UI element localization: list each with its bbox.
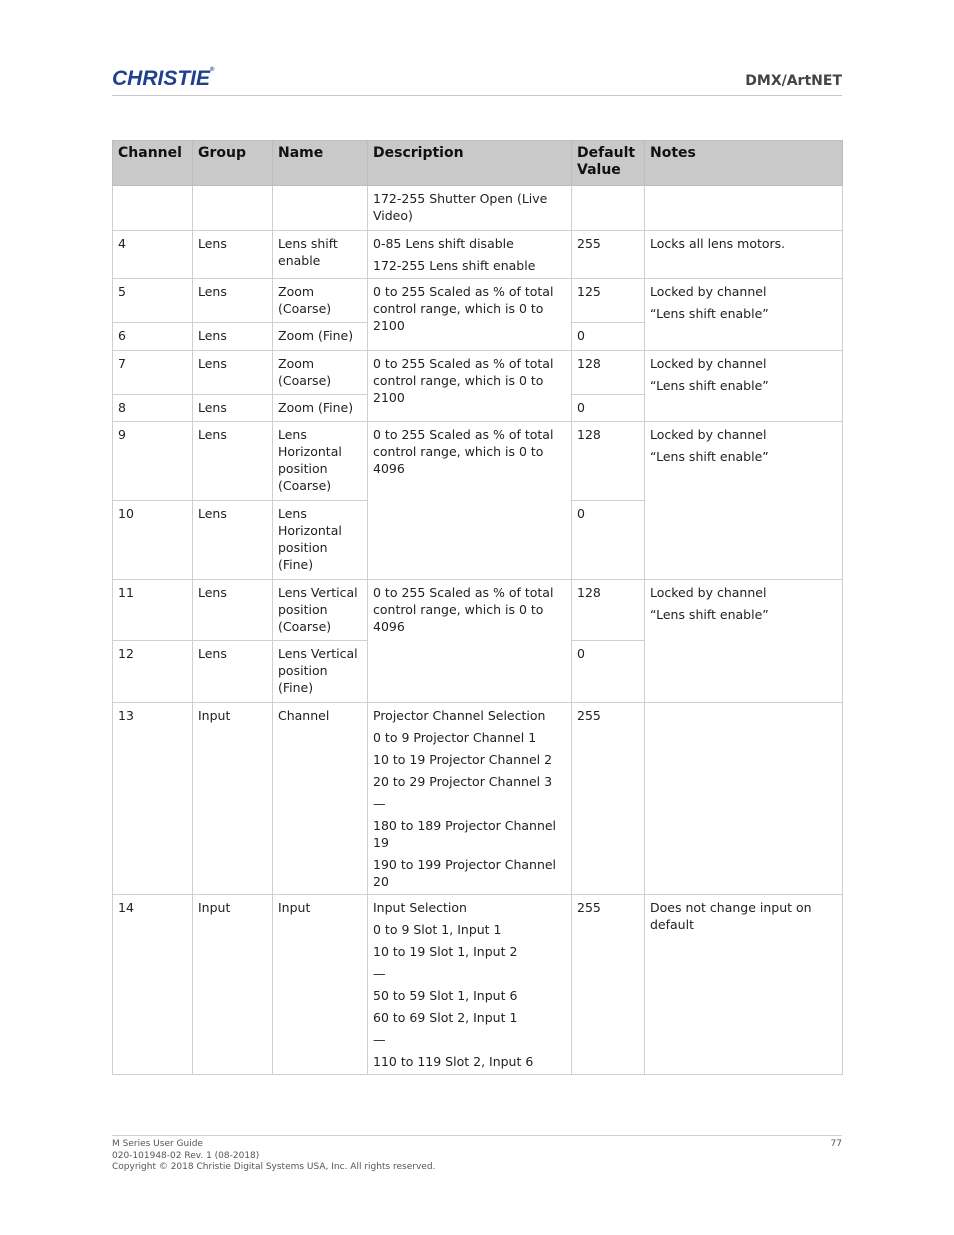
group-cell bbox=[193, 186, 273, 231]
channel-cell: 10 bbox=[113, 501, 193, 580]
col-header-group: Group bbox=[193, 141, 273, 186]
description-cell bbox=[368, 351, 572, 422]
description-cell bbox=[368, 703, 572, 895]
default-value-cell: 255 bbox=[572, 895, 645, 1075]
table-row bbox=[113, 422, 843, 501]
col-header-default-value: Default Value bbox=[572, 141, 645, 186]
table-row bbox=[113, 279, 843, 323]
notes-cell-line: Does not change input on default bbox=[650, 900, 812, 932]
notes-cell bbox=[645, 422, 843, 580]
notes-cell-line: “Lens shift enable” bbox=[650, 449, 769, 464]
description-cell-line: 172-255 Shutter Open (Live Video) bbox=[373, 191, 548, 223]
notes-cell-line: Locked by channel bbox=[650, 356, 767, 371]
christie-logo: CHRISTIE® bbox=[112, 67, 215, 90]
col-header-description: Description bbox=[368, 141, 572, 186]
default-value-cell: 128 bbox=[572, 351, 645, 395]
notes-cell-line: Locks all lens motors. bbox=[650, 236, 786, 251]
description-cell-line: — bbox=[373, 966, 386, 981]
description-cell-line: Projector Channel Selection bbox=[373, 708, 546, 723]
table-row bbox=[113, 703, 843, 895]
group-cell: Input bbox=[193, 703, 273, 895]
footer-guide-title: M Series User Guide bbox=[112, 1139, 203, 1149]
notes-cell-line: “Lens shift enable” bbox=[650, 378, 769, 393]
group-cell: Lens bbox=[193, 641, 273, 703]
notes-cell bbox=[645, 231, 843, 279]
description-cell-line: 50 to 59 Slot 1, Input 6 bbox=[373, 988, 518, 1003]
notes-cell bbox=[645, 186, 843, 231]
group-cell: Input bbox=[193, 895, 273, 1075]
notes-cell bbox=[645, 703, 843, 895]
channel-cell bbox=[113, 186, 193, 231]
notes-cell-line: “Lens shift enable” bbox=[650, 607, 769, 622]
col-header-notes: Notes bbox=[645, 141, 843, 186]
default-value-cell: 128 bbox=[572, 422, 645, 501]
description-cell-line: 110 to 119 Slot 2, Input 6 bbox=[373, 1054, 534, 1069]
description-cell-line: 0 to 255 Scaled as % of total control range, which is 0 to 2100 bbox=[373, 356, 554, 405]
notes-cell-line: “Lens shift enable” bbox=[650, 306, 769, 321]
group-cell: Lens bbox=[193, 422, 273, 501]
page-header bbox=[112, 66, 842, 96]
group-cell: Lens bbox=[193, 580, 273, 641]
description-cell-line: 180 to 189 Projector Channel 19 bbox=[373, 818, 557, 850]
table-row bbox=[113, 580, 843, 641]
description-cell-line: 20 to 29 Projector Channel 3 bbox=[373, 774, 553, 789]
name-cell: Zoom (Coarse) bbox=[273, 351, 368, 395]
description-cell-line: 0 to 9 Projector Channel 1 bbox=[373, 730, 537, 745]
channel-cell: 12 bbox=[113, 641, 193, 703]
notes-cell-line: Locked by channel bbox=[650, 284, 767, 299]
channel-cell: 7 bbox=[113, 351, 193, 395]
name-cell: Input bbox=[273, 895, 368, 1075]
channel-cell: 9 bbox=[113, 422, 193, 501]
section-title: DMX/ArtNET bbox=[745, 73, 842, 89]
notes-cell bbox=[645, 580, 843, 703]
page-footer bbox=[112, 1135, 842, 1174]
col-header-name: Name bbox=[273, 141, 368, 186]
channel-cell: 6 bbox=[113, 323, 193, 351]
name-cell bbox=[273, 186, 368, 231]
description-cell-line: — bbox=[373, 796, 386, 811]
footer-copyright: Copyright © 2018 Christie Digital Systems USA, Inc. All rights reserved. bbox=[112, 1162, 436, 1172]
description-cell bbox=[368, 279, 572, 351]
notes-cell-line: Locked by channel bbox=[650, 585, 767, 600]
name-cell: Zoom (Coarse) bbox=[273, 279, 368, 323]
name-cell: Lens shift enable bbox=[273, 231, 368, 279]
description-cell-line: 172-255 Lens shift enable bbox=[373, 258, 536, 273]
description-cell-line: Input Selection bbox=[373, 900, 467, 915]
table-header-row bbox=[113, 141, 843, 186]
default-value-cell: 255 bbox=[572, 703, 645, 895]
description-cell-line: 0-85 Lens shift disable bbox=[373, 236, 514, 251]
channel-cell: 11 bbox=[113, 580, 193, 641]
description-cell-line: — bbox=[373, 1032, 386, 1047]
default-value-cell: 125 bbox=[572, 279, 645, 323]
name-cell: Zoom (Fine) bbox=[273, 323, 368, 351]
table-row bbox=[113, 351, 843, 395]
table-row bbox=[113, 186, 843, 231]
default-value-cell: 255 bbox=[572, 231, 645, 279]
default-value-cell bbox=[572, 186, 645, 231]
name-cell: Channel bbox=[273, 703, 368, 895]
footer-revision: 020-101948-02 Rev. 1 (08-2018) bbox=[112, 1150, 260, 1161]
description-cell bbox=[368, 231, 572, 279]
default-value-cell: 128 bbox=[572, 580, 645, 641]
table-row bbox=[113, 895, 843, 1075]
description-cell-line: 0 to 255 Scaled as % of total control range, which is 0 to 4096 bbox=[373, 427, 554, 476]
description-cell bbox=[368, 895, 572, 1075]
description-cell bbox=[368, 186, 572, 231]
name-cell: Lens Horizontal position (Coarse) bbox=[273, 422, 368, 501]
description-cell-line: 60 to 69 Slot 2, Input 1 bbox=[373, 1010, 518, 1025]
description-cell-line: 10 to 19 Slot 1, Input 2 bbox=[373, 944, 518, 959]
group-cell: Lens bbox=[193, 395, 273, 422]
notes-cell bbox=[645, 279, 843, 351]
description-cell-line: 10 to 19 Projector Channel 2 bbox=[373, 752, 553, 767]
name-cell: Lens Vertical position (Coarse) bbox=[273, 580, 368, 641]
description-cell bbox=[368, 422, 572, 580]
group-cell: Lens bbox=[193, 323, 273, 351]
description-cell-line: 0 to 255 Scaled as % of total control range, which is 0 to 4096 bbox=[373, 585, 554, 634]
default-value-cell: 0 bbox=[572, 641, 645, 703]
channel-cell: 14 bbox=[113, 895, 193, 1075]
channel-cell: 13 bbox=[113, 703, 193, 895]
description-cell-line: 0 to 255 Scaled as % of total control range, which is 0 to 2100 bbox=[373, 284, 554, 333]
default-value-cell: 0 bbox=[572, 501, 645, 580]
notes-cell bbox=[645, 351, 843, 422]
dmx-channel-table bbox=[112, 140, 843, 1075]
notes-cell-line: Locked by channel bbox=[650, 427, 767, 442]
channel-cell: 5 bbox=[113, 279, 193, 323]
description-cell bbox=[368, 580, 572, 703]
description-cell-line: 0 to 9 Slot 1, Input 1 bbox=[373, 922, 502, 937]
name-cell: Lens Vertical position (Fine) bbox=[273, 641, 368, 703]
page-number: 77 bbox=[830, 1139, 842, 1149]
channel-cell: 8 bbox=[113, 395, 193, 422]
description-cell-line: 190 to 199 Projector Channel 20 bbox=[373, 857, 557, 889]
name-cell: Lens Horizontal position (Fine) bbox=[273, 501, 368, 580]
default-value-cell: 0 bbox=[572, 323, 645, 351]
group-cell: Lens bbox=[193, 501, 273, 580]
group-cell: Lens bbox=[193, 351, 273, 395]
table-row bbox=[113, 231, 843, 279]
channel-cell: 4 bbox=[113, 231, 193, 279]
group-cell: Lens bbox=[193, 279, 273, 323]
group-cell: Lens bbox=[193, 231, 273, 279]
col-header-channel: Channel bbox=[113, 141, 193, 186]
name-cell: Zoom (Fine) bbox=[273, 395, 368, 422]
default-value-cell: 0 bbox=[572, 395, 645, 422]
notes-cell bbox=[645, 895, 843, 1075]
